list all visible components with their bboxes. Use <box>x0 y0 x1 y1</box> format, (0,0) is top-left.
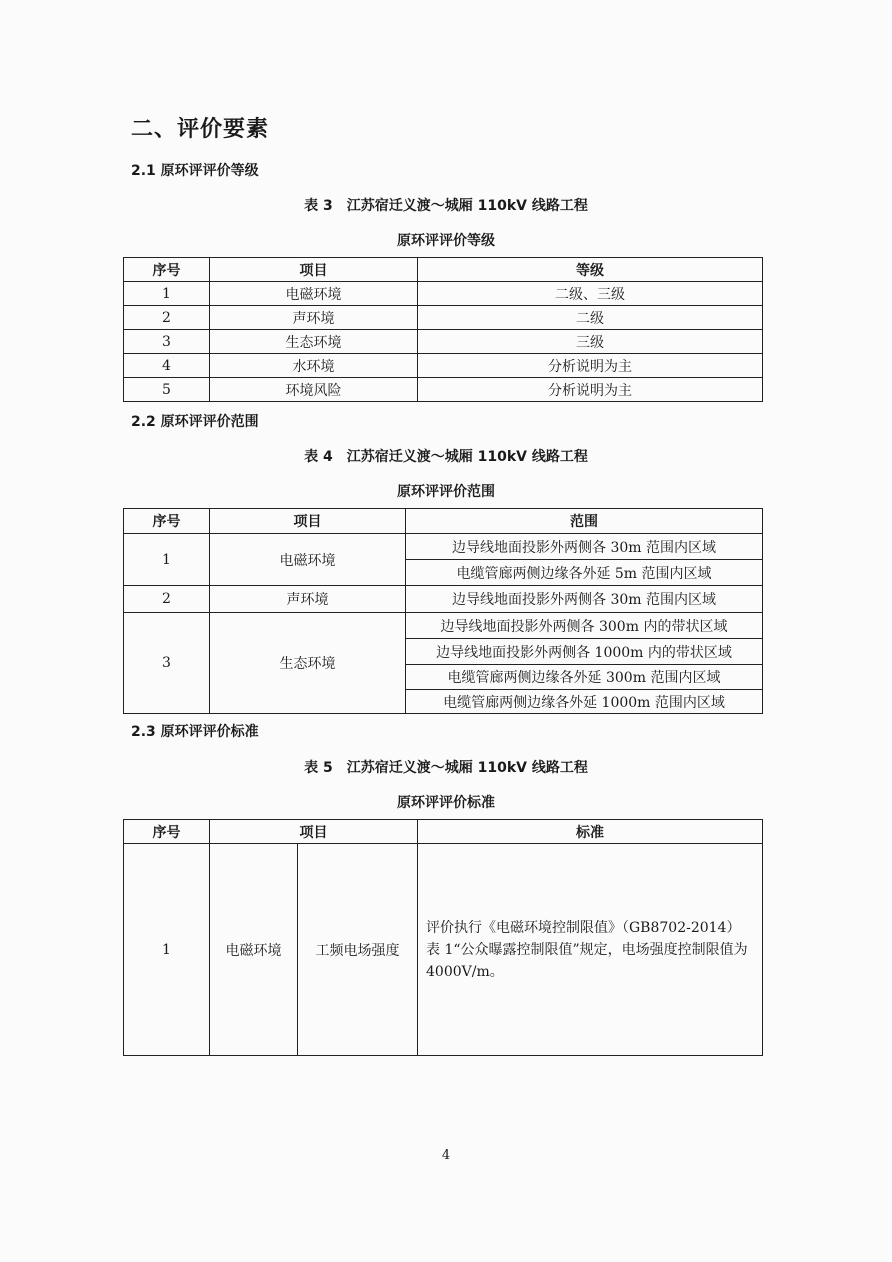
table4-caption-line2: 原环评评价范围 <box>397 484 495 500</box>
cell-no: 4 <box>124 354 210 378</box>
table4-caption-line1: 表 4 江苏宿迁义渡～城厢 110kV 线路工程 <box>304 449 588 465</box>
table-header-row <box>124 258 763 282</box>
cell-standard: 评价执行《电磁环境控制限值》（GB8702-2014）表 1“公众曝露控制限值”规定，电场强度控制限值为 4000V/m。 <box>418 844 763 1056</box>
cell-grade: 三级 <box>418 330 763 354</box>
table3-caption-line2: 原环评评价等级 <box>397 233 495 249</box>
cell-grade: 二级 <box>418 306 763 330</box>
table-row <box>124 534 763 560</box>
cell-no: 3 <box>124 330 210 354</box>
table-row <box>124 586 763 613</box>
cell-range: 边导线地面投影外两侧各 30m 范围内区域 <box>406 534 763 560</box>
heading-2-2: 2.2 原环评评价范围 <box>131 414 259 430</box>
cell-grade: 分析说明为主 <box>418 354 763 378</box>
header-item: 项目 <box>210 509 406 534</box>
cell-no: 3 <box>124 613 210 714</box>
cell-sub-item: 工频电场强度 <box>298 844 418 1056</box>
heading-2-1: 2.1 原环评评价等级 <box>131 163 259 179</box>
cell-range: 边导线地面投影外两侧各 300m 内的带状区域 <box>406 613 763 639</box>
table-row <box>124 306 763 330</box>
table-evaluation-grade <box>123 257 763 402</box>
cell-grade: 二级、三级 <box>418 282 763 306</box>
table-row <box>124 330 763 354</box>
header-no: 序号 <box>124 509 210 534</box>
header-no: 序号 <box>124 820 210 844</box>
cell-item: 电磁环境 <box>210 534 406 586</box>
table-header-row <box>124 509 763 534</box>
header-range: 范围 <box>406 509 763 534</box>
header-no: 序号 <box>124 258 210 282</box>
cell-item: 水环境 <box>210 354 418 378</box>
cell-range: 电缆管廊两侧边缘各外延 5m 范围内区域 <box>406 560 763 586</box>
cell-grade: 分析说明为主 <box>418 378 763 402</box>
table3-caption-line1: 表 3 江苏宿迁义渡～城厢 110kV 线路工程 <box>304 198 588 214</box>
section-title: 二、评价要素 <box>131 117 270 142</box>
cell-item: 电磁环境 <box>210 844 298 1056</box>
cell-range: 边导线地面投影外两侧各 30m 范围内区域 <box>406 586 763 613</box>
header-item: 项目 <box>210 258 418 282</box>
header-grade: 等级 <box>418 258 763 282</box>
cell-no: 1 <box>124 844 210 1056</box>
heading-2-3: 2.3 原环评评价标准 <box>131 724 259 740</box>
header-item: 项目 <box>210 820 418 844</box>
cell-item: 环境风险 <box>210 378 418 402</box>
cell-item: 生态环境 <box>210 613 406 714</box>
table-row <box>124 844 763 1056</box>
cell-no: 2 <box>124 586 210 613</box>
cell-no: 2 <box>124 306 210 330</box>
cell-item: 电磁环境 <box>210 282 418 306</box>
header-standard: 标准 <box>418 820 763 844</box>
table-row <box>124 282 763 306</box>
cell-range: 电缆管廊两侧边缘各外延 300m 范围内区域 <box>406 665 763 690</box>
cell-item: 生态环境 <box>210 330 418 354</box>
cell-no: 5 <box>124 378 210 402</box>
table-evaluation-standard <box>123 819 763 1056</box>
table5-caption-line2: 原环评评价标准 <box>397 795 495 811</box>
page-number: 4 <box>441 1148 451 1163</box>
table-row <box>124 354 763 378</box>
table-row <box>124 613 763 639</box>
table-evaluation-range <box>123 508 763 714</box>
cell-range: 边导线地面投影外两侧各 1000m 内的带状区域 <box>406 639 763 665</box>
cell-item: 声环境 <box>210 586 406 613</box>
table-row <box>124 378 763 402</box>
cell-range: 电缆管廊两侧边缘各外延 1000m 范围内区域 <box>406 690 763 714</box>
cell-no: 1 <box>124 282 210 306</box>
table5-caption-line1: 表 5 江苏宿迁义渡～城厢 110kV 线路工程 <box>304 760 588 776</box>
cell-no: 1 <box>124 534 210 586</box>
table-header-row <box>124 820 763 844</box>
cell-item: 声环境 <box>210 306 418 330</box>
